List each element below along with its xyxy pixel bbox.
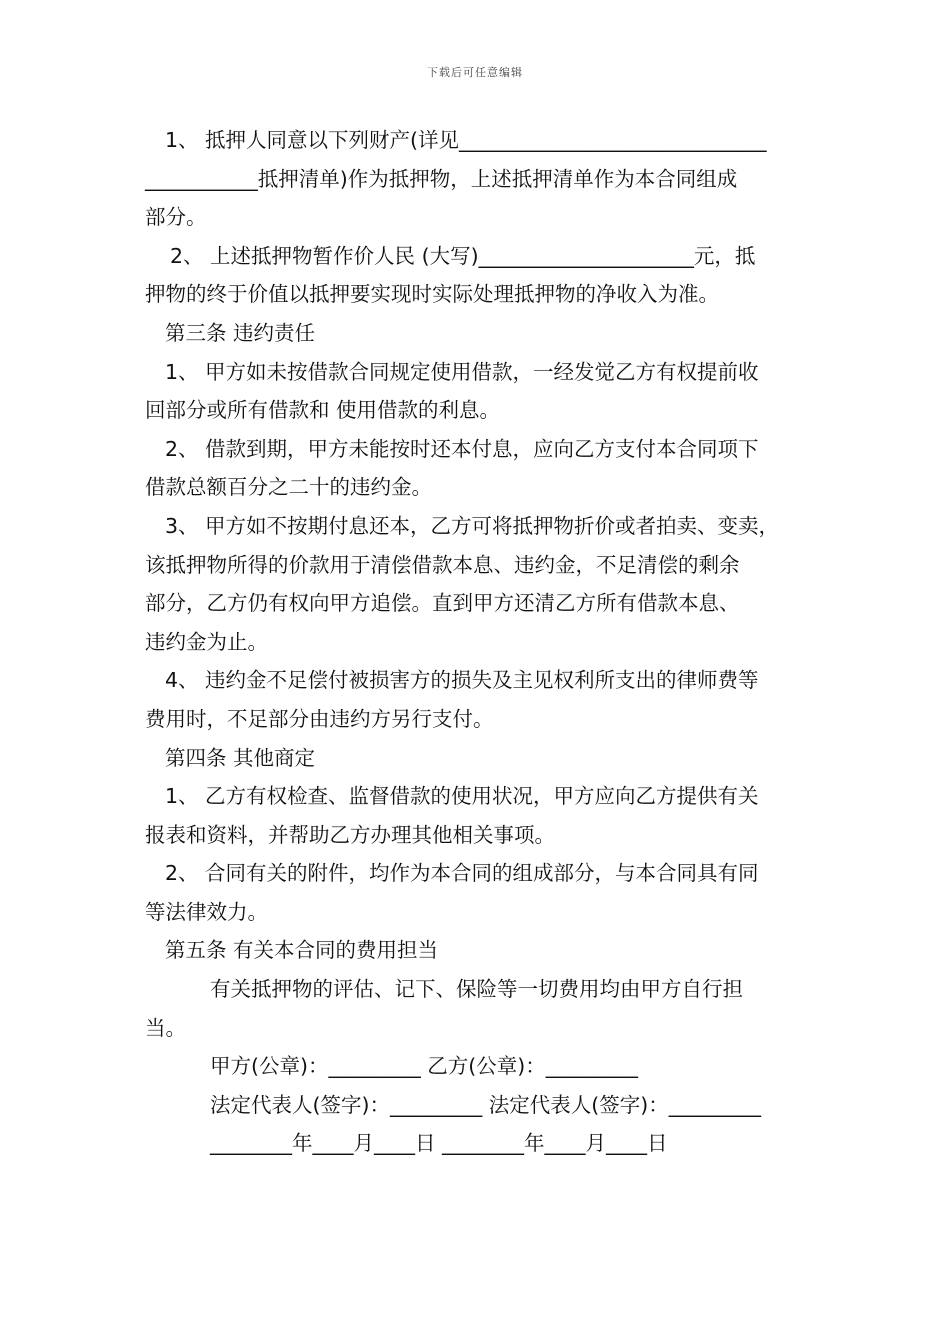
clause-line: ___________抵押清单)作为抵押物，上述抵押清单作为本合同组成 (145, 166, 738, 191)
clause-line: 违约金为止。 (145, 629, 268, 654)
clause-line: 1、 乙方有权检查、监督借款的使用状况，甲方应向乙方提供有关 (165, 784, 759, 809)
article-heading: 第三条 违约责任 (165, 320, 316, 345)
clause-line: 该抵押物所得的价款用于清偿借款本息、违约金，不足清偿的剩余 (145, 552, 740, 577)
clause-line: 2、 上述抵押物暂作价人民 (大写)_____________________元，抵 (170, 243, 756, 268)
clause-line: 押物的终于价值以抵押要实现时实际处理抵押物的净收入为准。 (145, 282, 719, 307)
clause-line: 3、 甲方如不按期付息还本，乙方可将抵押物折价或者拍卖、变卖， (165, 513, 780, 538)
article-heading: 第五条 有关本合同的费用担当 (165, 938, 439, 963)
clause-line: 报表和资料，并帮助乙方办理其他相关事项。 (145, 822, 555, 847)
clause-line: 当。 (145, 1015, 186, 1040)
clause-line: 1、 抵押人同意以下列财产(详见______________________________ (165, 128, 767, 152)
contract-body (145, 121, 815, 1163)
signature-representative-line: 法定代表人(签字)：_________ 法定代表人(签字)：_________ (210, 1092, 762, 1117)
clause-line: 1、 甲方如未按借款合同规定使用借款，一经发觉乙方有权提前收 (165, 359, 759, 384)
clause-line: 有关抵押物的评估、记下、保险等一切费用均由甲方自行担 (210, 977, 743, 1002)
clause-line: 回部分或所有借款和 使用借款的利息。 (145, 398, 501, 423)
article-heading: 第四条 其他商定 (165, 745, 316, 770)
clause-line: 2、 借款到期，甲方未能按时还本付息，应向乙方支付本合同项下 (165, 436, 759, 461)
clause-line: 借款总额百分之二十的违约金。 (145, 475, 432, 500)
signature-date-line: ________年____月____日 ________年____月____日 (210, 1131, 668, 1156)
signature-party-line: 甲方(公章)：_________ 乙方(公章)：_________ (210, 1054, 639, 1079)
clause-line: 费用时，不足部分由违约方另行支付。 (145, 706, 494, 731)
page-header-note: 下载后可任意编辑 (427, 66, 523, 79)
clause-line: 部分，乙方仍有权向甲方追偿。直到甲方还清乙方所有借款本息、 (145, 591, 740, 616)
clause-line: 等法律效力。 (145, 899, 268, 924)
clause-line: 4、 违约金不足偿付被损害方的损失及主见权利所支出的律师费等 (165, 668, 759, 693)
clause-line: 2、 合同有关的附件，均作为本合同的组成部分，与本合同具有同 (165, 861, 759, 886)
clause-line: 部分。 (145, 205, 207, 230)
